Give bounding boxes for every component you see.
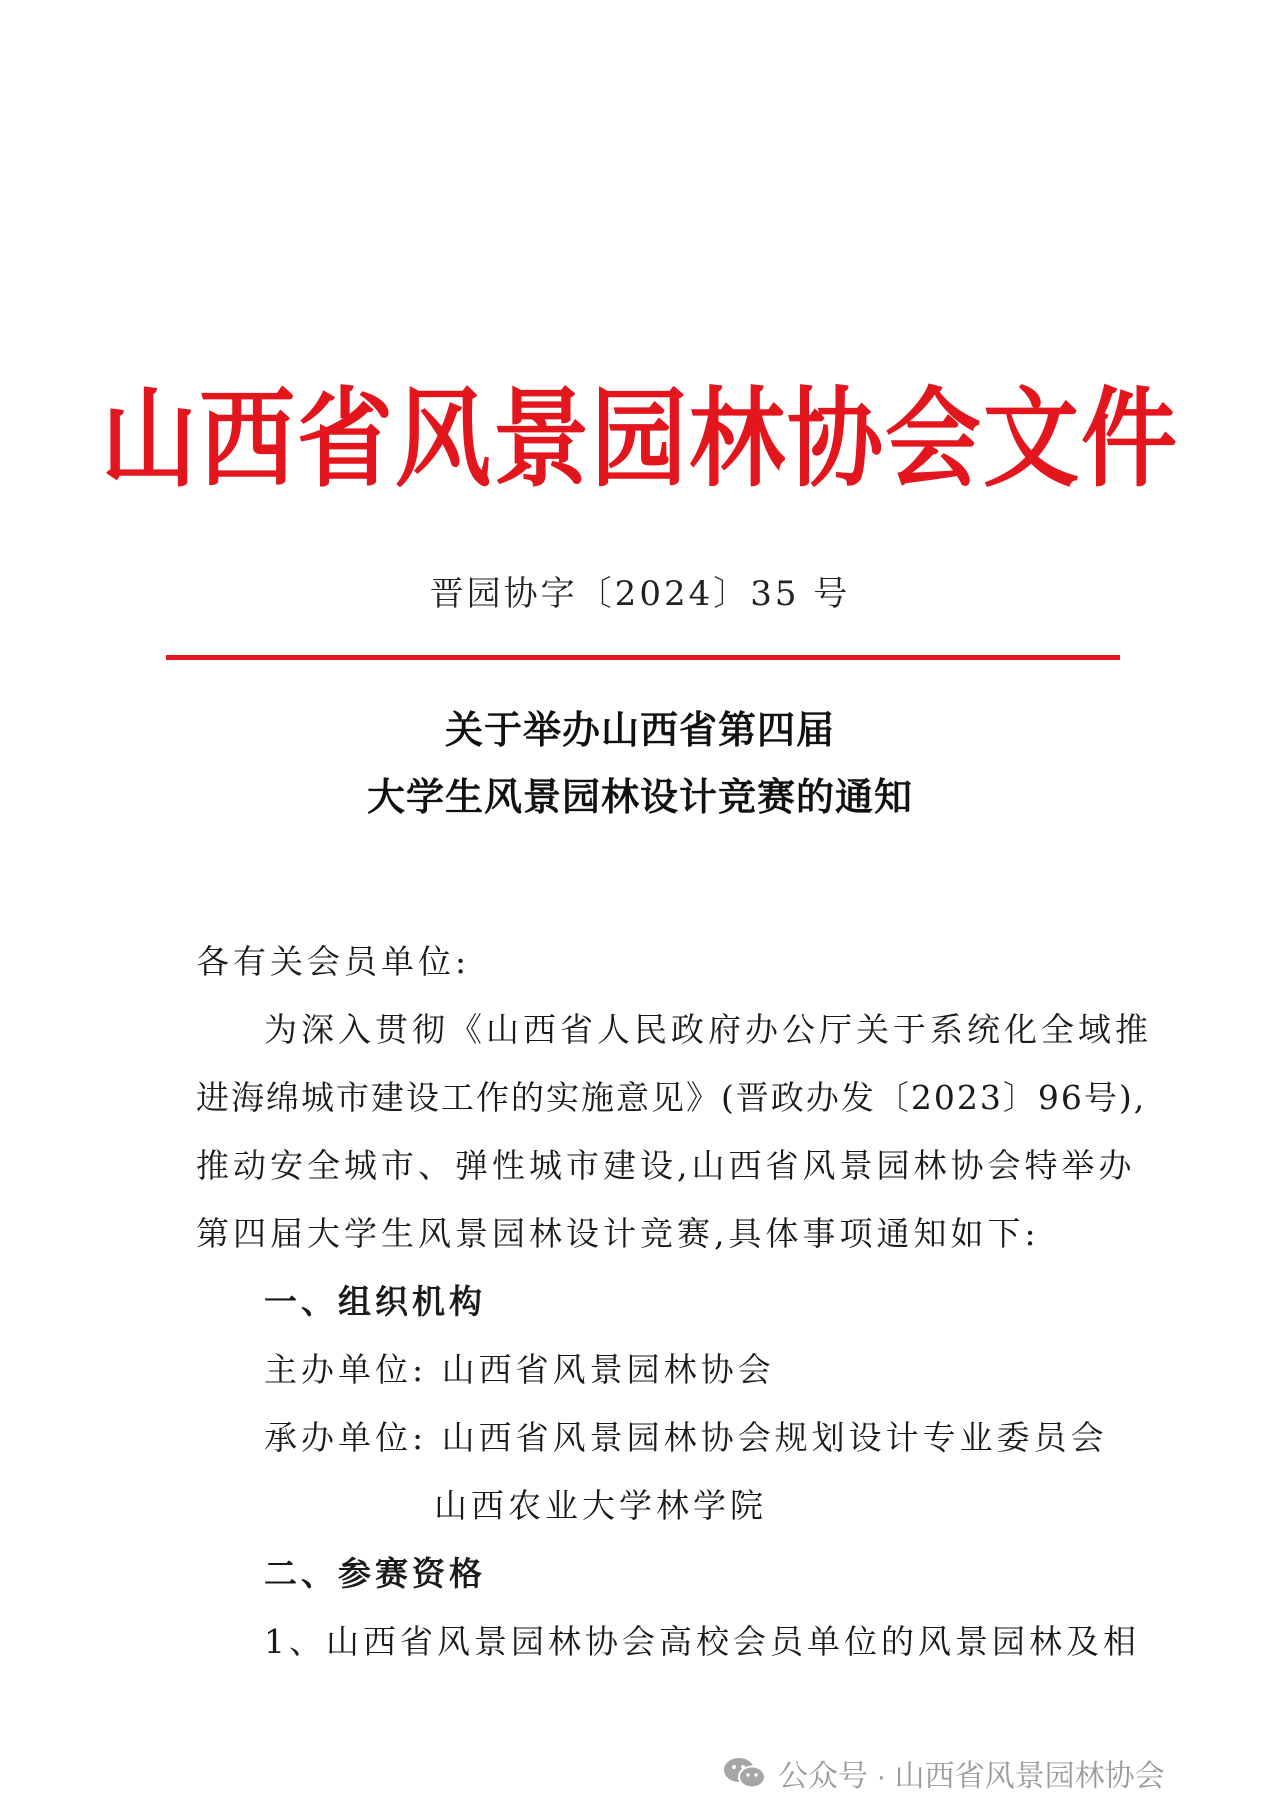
document-number: 晋园协字〔2024〕35 号: [429, 574, 851, 614]
wechat-icon: [722, 1755, 768, 1791]
eligibility-item-1: 1、山西省风景园林协会高校会员单位的风景园林及相: [264, 1622, 1140, 1661]
organizer-unit-2: 山西农业大学林学院: [434, 1486, 767, 1525]
intro-line-1: 为深入贯彻《山西省人民政府办公厅关于系统化全域推: [264, 1010, 1152, 1049]
salutation: 各有关会员单位:: [196, 942, 471, 981]
host-unit: 主办单位: 山西省风景园林协会: [264, 1350, 775, 1389]
notice-title-line-2: 大学生风景园林设计竞赛的通知: [366, 774, 913, 819]
red-divider: [166, 655, 1120, 660]
notice-title-line-1: 关于举办山西省第四届: [444, 707, 835, 752]
masthead-title: 山西省风景园林协会文件: [101, 375, 1179, 502]
section-2-heading: 二、参赛资格: [264, 1554, 486, 1593]
intro-line-2: 进海绵城市建设工作的实施意见》(晋政办发〔2023〕96号),: [196, 1078, 1147, 1117]
intro-line-3: 推动安全城市、弹性城市建设,山西省风景园林协会特举办: [196, 1146, 1136, 1185]
intro-line-4: 第四届大学生风景园林设计竞赛,具体事项通知如下:: [196, 1214, 1040, 1253]
organizer-unit-1: 承办单位: 山西省风景园林协会规划设计专业委员会: [264, 1418, 1108, 1457]
section-1-heading: 一、组织机构: [264, 1282, 486, 1321]
footer-text: 公众号 · 山西省风景园林协会: [778, 1760, 1165, 1793]
watermark-footer: [722, 1748, 1262, 1798]
